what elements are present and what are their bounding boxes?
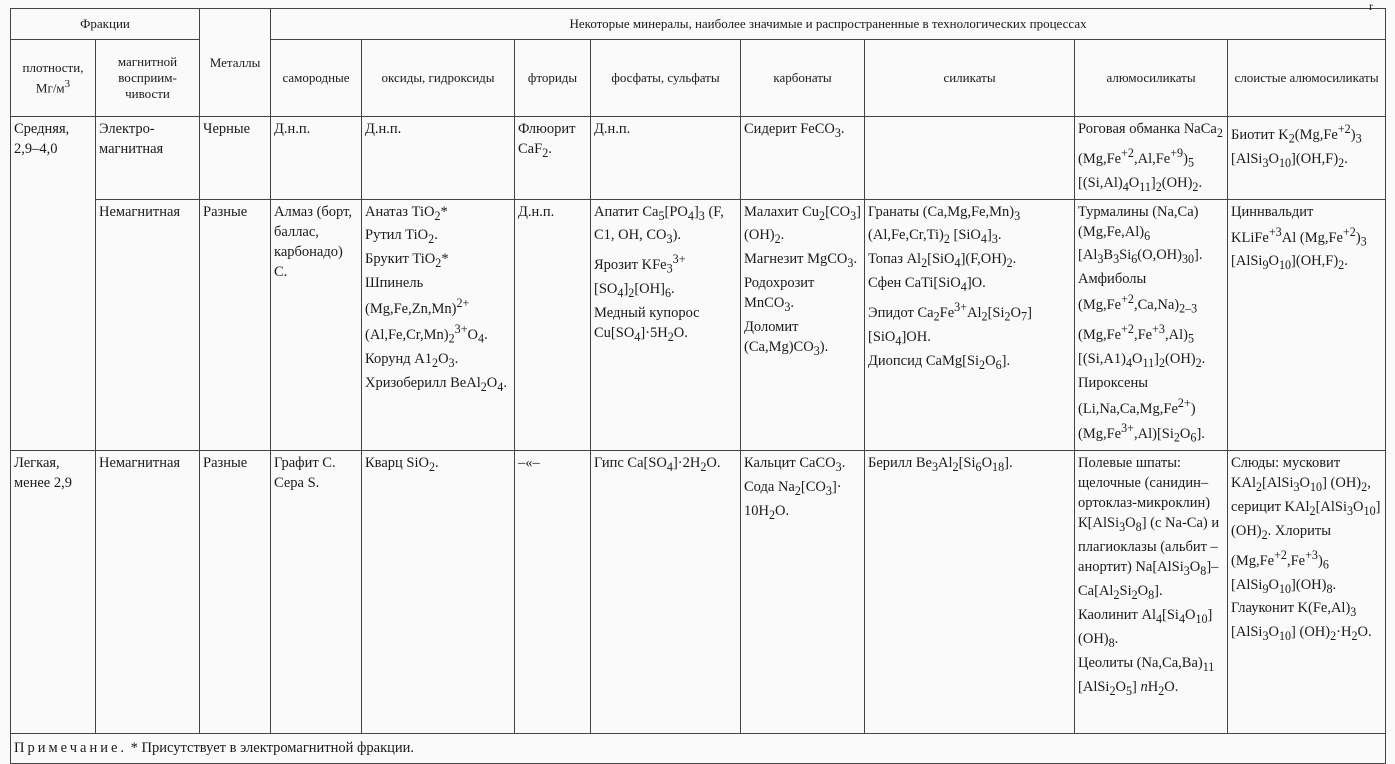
- header-fluorides: фториды: [515, 40, 591, 117]
- cell-magnetic: Немагнитная: [96, 451, 200, 734]
- table-row: [11, 451, 1386, 734]
- note-text: * Присутствует в электромагнитной фракции.: [127, 740, 415, 757]
- table-note: [11, 734, 1386, 764]
- cell-magnetic: Немагнитная: [96, 199, 200, 451]
- cell-native: Д.н.п.: [271, 117, 362, 200]
- cell-metals: Черные: [200, 117, 271, 200]
- note-label: Примечание.: [14, 740, 128, 757]
- header-oxides: оксиды, гидроксиды: [362, 40, 515, 117]
- cell-metals: Разные: [200, 199, 271, 451]
- cell-density-light: Легкая, менее 2,9: [11, 451, 96, 734]
- cell-oxides: Д.н.п.: [362, 117, 515, 200]
- header-row-1: [11, 9, 1386, 40]
- header-aluminosilicates: алюмосиликаты: [1075, 40, 1228, 117]
- cell-fluorides: Д.н.п.: [515, 199, 591, 451]
- header-magnetic: магнитной восприим- чивости: [96, 40, 200, 117]
- cell-phosphates: Апатит $Ca_5[PO_4]_3$ (F, C1, OH, $CO_3$). Ярозит $KFe_3^{3+}[SO_4]_2[OH]_6$. Медный купорос $Cu[SO_4]\cdot 5H_2O$.: [591, 199, 741, 451]
- cell-silicates: Берилл $Be_3Al_2[Si_6O_{18}]$.: [865, 451, 1075, 734]
- header-metals: Металлы: [200, 9, 271, 117]
- document-page: [10, 0, 1385, 764]
- header-silicates: силикаты: [865, 40, 1075, 117]
- cell-layered: Слюды: мусковит $KAl_2[AlSi_3O_{10}]$ $(OH)_2$, серицит $KAl_2[AlSi_3O_{10}]$ $(OH)_2$. Хлориты $(Mg,Fe^{+2},Fe^{+3})_6$ $[AlSi_9O_{10}](OH)_8$. Глауконит $K(Fe,Al)_3$ $[AlSi_3O_{10}]$ $(OH)_2\cdot H_2O$.: [1228, 451, 1386, 734]
- cell-layered: Циннвальдит KLiFe$^{+3}$Al $(Mg,Fe^{+2})_3$ $[AlSi_9O_{10}](OH,F)_2$.: [1228, 199, 1386, 451]
- header-carbonates: карбонаты: [741, 40, 865, 117]
- header-fractions: Фракции: [11, 9, 200, 40]
- header-layered: слоистые алюмосиликаты: [1228, 40, 1386, 117]
- table-row: [11, 117, 1386, 200]
- minerals-table: [10, 8, 1386, 764]
- cell-phosphates: Гипс $Ca[SO_4]\cdot 2H_2O$.: [591, 451, 741, 734]
- note-row: [11, 734, 1386, 764]
- cell-oxides: Анатаз TiO$_2$* Рутил TiO$_2$. Брукит TiO$_2$* Шпинель $(Mg,Fe,Zn,Mn)^{2+}$ $(Al,Fe,Cr,Mn)_2^{3+}O_4$. Корунд $A1_2O_3$. Хризоберилл $BeAl_2O_4$.: [362, 199, 515, 451]
- cell-carbonates: Малахит $Cu_2[CO_3](OH)_2$. Магнезит MgCO$_3$. Родохрозит MnCO$_3$. Доломит $(Ca,Mg)CO_3$).: [741, 199, 865, 451]
- cell-aluminosilicates: Турмалины $(Na,Ca)(Mg,Fe,Al)_6$ $[Al_3B_3Si_6(O,OH)_{30}]$. Амфиболы $(Mg,Fe^{+2},Ca,Na)_{2-3}$ $(Mg,Fe^{+2},Fe^{+3},Al)_5$ $[(Si,A1)_4O_{11}]_2(OH)_2$. Пироксены $(Li,Na,Ca,Mg,Fe^{2+})$ $(Mg,Fe^{3+},Al)[Si_2O_6]$.: [1075, 199, 1228, 451]
- cell-aluminosilicates: Роговая обманка NaCa$_2$ $(Mg,Fe^{+2},Al,Fe^{+9})_5$ $[(Si,Al)_4O_{11}]_2(OH)_2$.: [1075, 117, 1228, 200]
- corner-mark: r: [1369, 0, 1373, 13]
- header-native: самородные: [271, 40, 362, 117]
- cell-aluminosilicates: Полевые шпаты: щелочные (санидин–ортоклаз-микроклин) $К[AlSi_3O_8]$ (с Na-Ca) и плагиоклазы (альбит – анортит) $Na[AlSi_3O_8]-$ $Ca[Al_2Si_2O_8]$. Каолинит $Al_4[Si_4O_{10}](OH)_8$. Цеолиты $(Na,Ca,Ba)_{11}$ $[AlSi_2O_5]$ $nH_2O$.: [1075, 451, 1228, 734]
- cell-magnetic: Электро- магнитная: [96, 117, 200, 200]
- cell-layered: Биотит $K_2(Mg,Fe^{+2})_3$ $[AlSi_3O_{10}](OH,F)_2$.: [1228, 117, 1386, 200]
- header-phosphates: фосфаты, сульфаты: [591, 40, 741, 117]
- header-density: плотности, $Мг/м^3$: [11, 40, 96, 117]
- cell-native: Алмаз (борт, баллас, карбонадо) С.: [271, 199, 362, 451]
- cell-metals: Разные: [200, 451, 271, 734]
- cell-silicates: Гранаты $(Ca,Mg,Fe,Mn)_3$ $(Al,Fe,Cr,Ti)_2$ $[SiO_4]_3$. Топаз $Al_2[SiO_4](F,OH)_2$. Сфен CaTi[SiO$_4$]O. Эпидот $Ca_2Fe^{3+}Al_2[Si_2O_7][SiO_4]OH$. Диопсид $CaMg[Si_2O_6]$.: [865, 199, 1075, 451]
- table-row: [11, 199, 1386, 451]
- cell-native: Графит С. Сера S.: [271, 451, 362, 734]
- cell-fluorides: –«–: [515, 451, 591, 734]
- cell-carbonates: Кальцит CaCO$_3$. Сода $Na_2[CO_3]\cdot 10H_2O$.: [741, 451, 865, 734]
- cell-fluorides: Флюорит CaF$_2$.: [515, 117, 591, 200]
- header-minerals: Некоторые минералы, наиболее значимые и распространенные в технологических процессах: [271, 9, 1386, 40]
- cell-silicates: [865, 117, 1075, 200]
- cell-carbonates: Сидерит FeCO$_3$.: [741, 117, 865, 200]
- cell-phosphates: Д.н.п.: [591, 117, 741, 200]
- cell-oxides: Кварц SiO$_2$.: [362, 451, 515, 734]
- cell-density-medium: Средняя, 2,9–4,0: [11, 117, 96, 451]
